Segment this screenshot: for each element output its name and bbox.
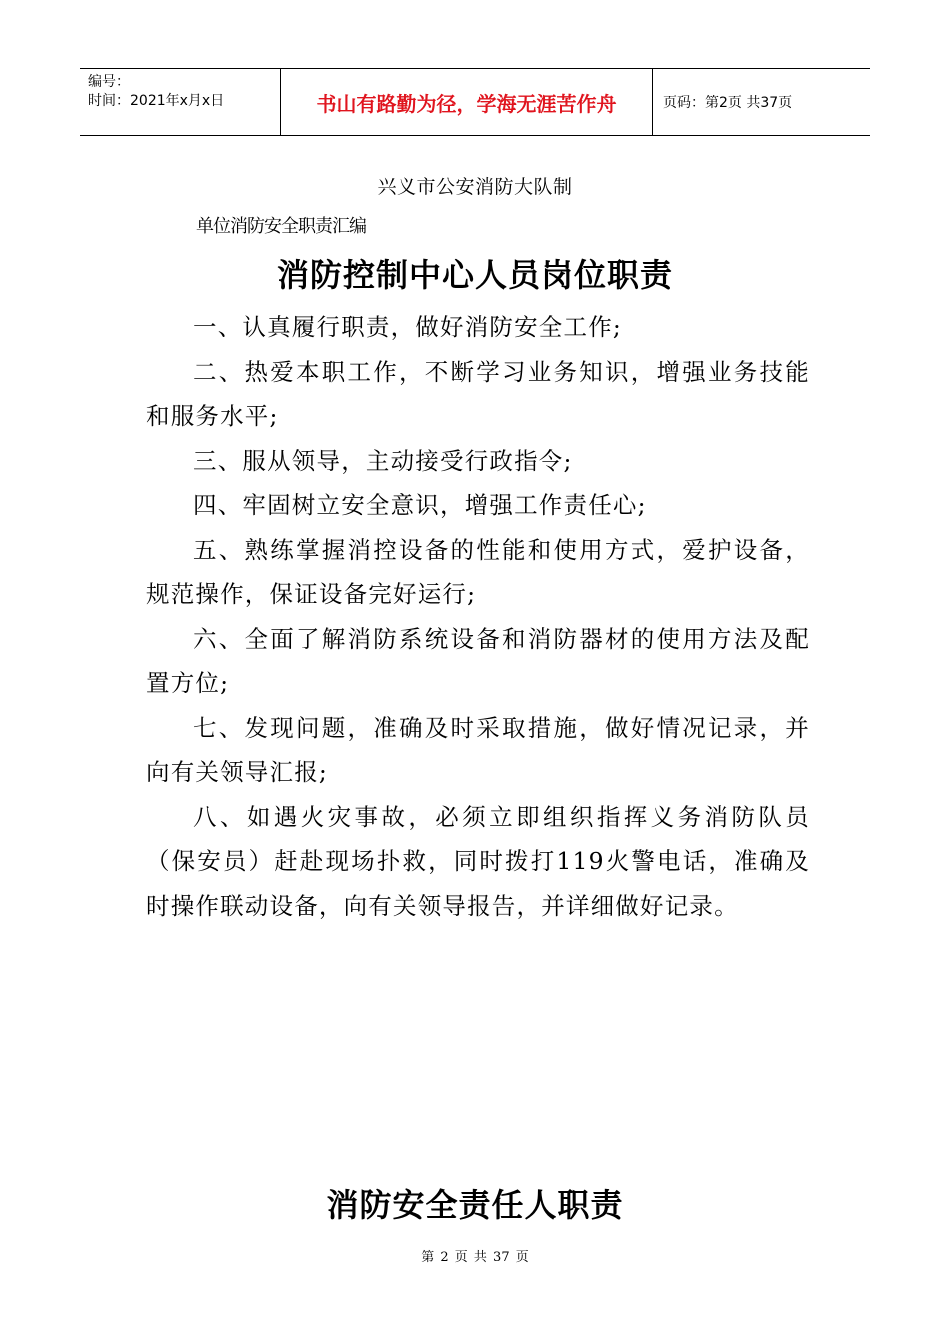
duty-item: 七、发现问题，准确及时采取措施，做好情况记录，并向有关领导汇报;	[146, 713, 810, 786]
duty-item: 一、认真履行职责，做好消防安全工作;	[193, 313, 623, 341]
duty-item: 二、热爱本职工作，不断学习业务知识，增强业务技能和服务水平;	[146, 357, 810, 430]
duty-item: 八、如遇火灾事故，必须立即组织指挥义务消防队员（保安员）赶赴现场扑救，同时拨打119火警电话，准确及时操作联动设备，向有关领导报告，并详细做好记录。	[146, 802, 810, 920]
duty-item: 六、全面了解消防系统设备和消防器材的使用方法及配置方位;	[146, 624, 810, 697]
next-section-title: 消防安全责任人职责	[326, 1186, 624, 1224]
duty-item: 五、熟练掌握消控设备的性能和使用方式，爱护设备，规范操作，保证设备完好运行;	[146, 535, 810, 608]
page-header	[80, 68, 870, 136]
document-number-label: 编号：	[88, 74, 130, 90]
document-time-label: 时间：2021年x月x日	[88, 93, 225, 109]
duty-item: 三、服从领导，主动接受行政指令;	[193, 446, 573, 475]
header-motto: 书山有路勤为径，学海无涯苦作舟	[281, 69, 653, 135]
page-footer: 第 2 页 共 37 页	[421, 1250, 529, 1265]
organization-title: 兴义市公安消防大队制	[377, 176, 573, 198]
duty-item: 四、牢固树立安全意识，增强工作责任心;	[193, 491, 647, 519]
header-page-info: 页码：第2页 共37页	[663, 95, 793, 111]
document-subtitle: 单位消防安全职责汇编	[196, 216, 366, 237]
header-meta	[80, 69, 281, 135]
section-title: 消防控制中心人员岗位职责	[276, 256, 673, 294]
duty-list	[146, 305, 810, 928]
